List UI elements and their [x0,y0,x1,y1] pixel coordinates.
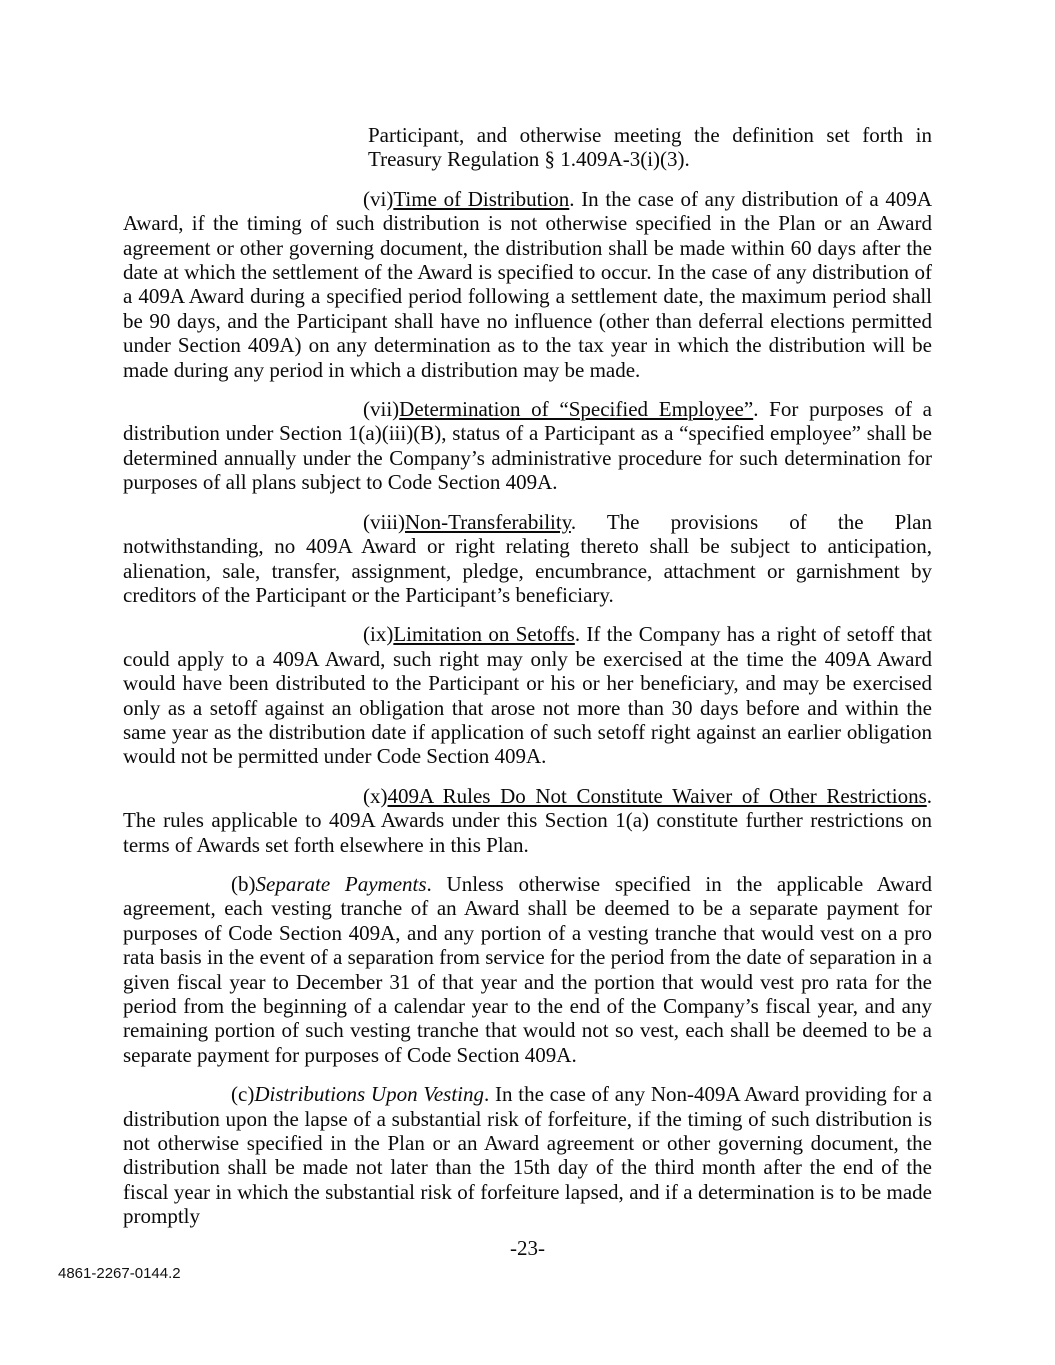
clause-text: . In the case of any distribution of a 409A Award, if the timing of such distribution is not otherwise specified in the Plan or an Award agreement or other governing document, the distribution shall be made within 60 days after the date at which the settlement of the Award is specified to occur. In the case of any distribution of a 409A Award during a specified period following a settlement date, the maximum period shall be 90 days, and the Participant shall have no influence (other than deferral elections permitted under Section 409A) on any determination as to the tax year in which the distribution will be made during any period in which a distribution may be made. [123,186,933,382]
clause-vi [123,187,932,382]
clause-label: (vi) [363,186,394,211]
clause-text: . For purposes of a distribution under Section 1(a)(iii)(B), status of a Participant as a “specified employee” shall be determined annually under the Company’s administrative procedure for such determination for purposes of all plans subject to Code Section 409A. [123,397,932,495]
clause-text: . In the case of any Non-409A Award providing for a distribution upon the lapse of a substantial risk of forfeiture, if the timing of such distribution is not otherwise specified in the Plan or an Award agreement or other governing document, the distribution shall be made not later than the 15th day of the third month after the end of the fiscal year in which the substantial risk of forfeiture lapsed, and if a determination is to be made promptly [123,1082,933,1229]
clause-label: (x) [363,783,388,808]
clause-heading: Non-Transferability [405,509,571,534]
clause-heading: Separate Payments [255,871,427,896]
page-number: -23- [510,1236,545,1260]
clause-heading: 409A Rules Do Not Constitute Waiver of Other Restrictions [387,783,927,808]
clause-label: (vii) [363,397,400,422]
clause-c [123,1082,932,1228]
clause-b [123,872,932,1067]
clause-x [123,784,932,857]
intro-continuation-paragraph [368,123,932,172]
clause-heading: Limitation on Setoffs [393,622,575,647]
document-body [123,123,932,1229]
clause-text: . If the Company has a right of setoff that could apply to a 409A Award, such right may only be exercised at the time the 409A Award would have been distributed to the Participant or his or her beneficiary, and may be exercised only as a setoff against an obligation that arose not more than 30 days before and within the same year as the distribution date if application of such setoff right against an earlier obligation would not be permitted under Code Section 409A. [123,622,932,769]
clause-vii [123,397,932,495]
clause-text: . Unless otherwise specified in the applicable Award agreement, each vesting tranche of an Award shall be deemed to be a separate payment for purposes of Code Section 409A, and any portion of a vesting tranche that would vest on a pro rata basis in the event of a separation from service for the period from the date of separation in a given fiscal year to December 31 of that year and the portion that would vest pro rata for the period from the beginning of a calendar year to the end of the Company’s fiscal year, and any remaining portion of such vesting tranche that would not so vest, each shall be deemed to be a separate payment for purposes of Code Section 409A. [123,871,932,1067]
clause-text: . The rules applicable to 409A Awards under this Section 1(a) constitute further restrictions on terms of Awards set forth elsewhere in this Plan. [123,783,932,857]
clause-viii [123,510,932,608]
intro-text: Participant, and otherwise meeting the definition set forth in Treasury Regulation § 1.409A-3(i)(3). [368,123,932,172]
document-control-number: 4861-2267-0144.2 [58,1265,181,1282]
clause-label: (b) [231,871,256,896]
clause-heading: Time of Distribution [393,186,570,211]
clause-heading: Determination of “Specified Employee” [399,397,754,422]
clause-label: (viii) [363,509,405,534]
clause-label: (ix) [363,622,394,647]
clause-heading: Distributions Upon Vesting [254,1082,484,1107]
clause-text: . The provisions of the Plan notwithstanding, no 409A Award or right relating thereto shall be subject to anticipation, alienation, sale, transfer, assignment, pledge, encumbrance, attachment or garnishment by creditors of the Participant or the Participant’s beneficiary. [123,509,932,607]
clause-ix [123,622,932,768]
clause-label: (c) [231,1082,255,1107]
